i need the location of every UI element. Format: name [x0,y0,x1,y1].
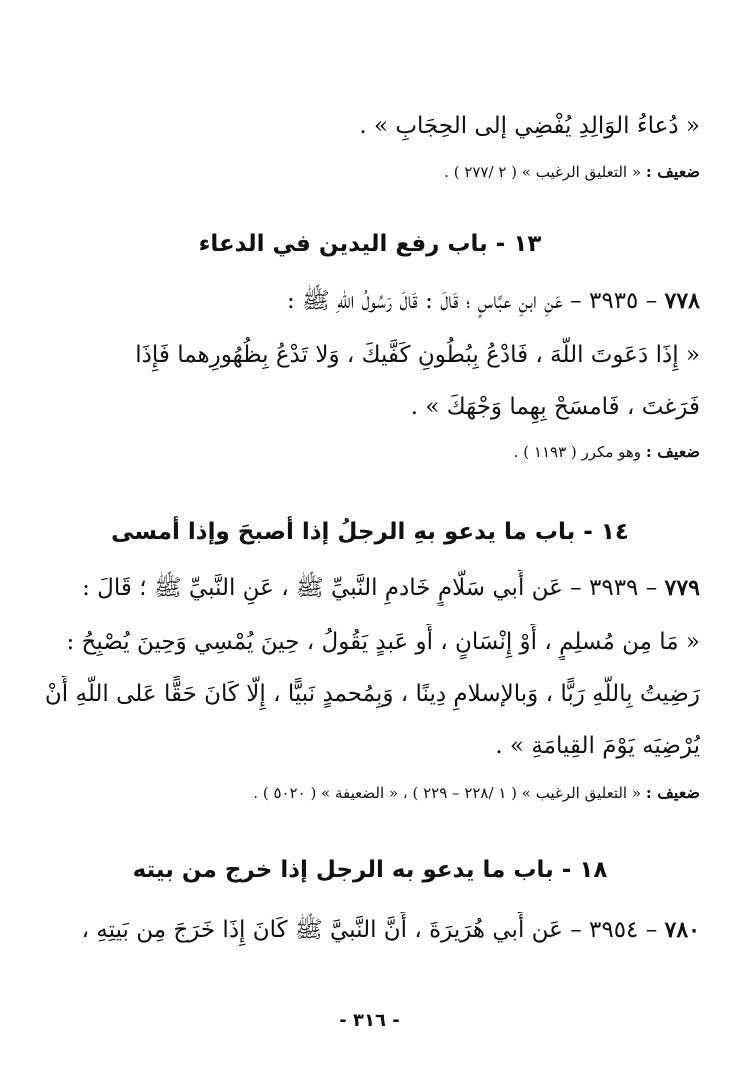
grade-line-top [40,160,700,184]
hadith-779-text-2: رَضِيتُ بِاللّهِ رَبًّا ، وَبالإسلامِ دِينًا ، وَبِمُحمدٍ نَبيًّا ، إِلَّا كَانَ حَقًّا عَلى اللّهِ أَنْ [44,681,700,707]
grade-reference: « التعليق الرغيب » ( ٢ /٢٧٧ ) . [444,163,642,181]
chapter-heading-13: ١٣ - باب رفع اليدين في الدعاء [198,231,542,257]
hadith-number-780: ٧٨٠ [664,917,700,943]
hadith-779-isnad [40,570,700,606]
chapter-heading-18: ١٨ - باب ما يدعو به الرجل إذا خرج من بيته [132,857,608,883]
grade-label: ضعيف : [645,162,700,181]
hadith-778-isnad [40,283,700,319]
hadith-number-779: ٧٧٩ [664,575,700,601]
hadith-number-778: ٧٧٨ [664,288,700,314]
hadith-779-text-3: يُرْضِيَه يَوْمَ القِيامَةِ » . [495,733,700,759]
grade-reference: وهو مكرر ( ١١٩٣ ) . [513,443,642,461]
hadith-778-chain: – ٣٩٣٥ – عَنِ ابنِ عبَّاسٍ ؛ قَالَ : قَالَ رَسُولُ اللّهِ ﷺ : [287,288,658,314]
grade-reference: « التعليق الرغيب » ( ١ /٢٢٨ – ٢٢٩ ) ، « الضعيفة » ( ٥٠٢٠ ) . [253,784,642,802]
page-number: - ٣١٦ - [339,1010,400,1031]
hadith-779-text-1: « مَا مِن مُسلِمٍ ، أَوْ إِنْسَانٍ ، أَو عَبدٍ يَقُولُ ، حِينَ يُمْسِي وَحِينَ يُصْبِحُ : [66,629,700,655]
hadith-778-text-2: فَرَغتَ ، فَامسَحْ بِهِما وَجْهَكَ » . [410,394,700,420]
grade-line-779 [40,781,700,805]
hadith-779-chain: – ٣٩٣٩ – عَن أَبي سَلّامٍ خَادمِ النَّبيِّ ﷺ ، عَنِ النَّبيِّ ﷺ ؛ قَالَ : [82,575,658,601]
hadith-778-text-1: « إِذَا دَعَوتَ اللّهَ ، فَادْعُ بِبُطُونِ كَفَّيكَ ، وَلا تَدْعُ بِظُهُورِهما فَإِذَا [135,342,700,368]
grade-line-778 [40,440,700,464]
hadith-780-chain: – ٣٩٥٤ – عَن أَبي هُرَيرَةَ ، أَنَّ النَّبيَّ ﷺ كَانَ إِذَا خَرَجَ مِن بَيتِهِ ، [81,917,658,943]
hadith-text-top: « دُعاءُ الوَالِدِ يُفْضِي إلى الحِجَابِ » . [359,113,700,139]
grade-label: ضعيف : [645,783,700,802]
grade-label: ضعيف : [645,442,700,461]
chapter-heading-14: ١٤ - باب ما يدعو بهِ الرجلُ إذا أصبحَ وإذا أمسى [111,519,629,545]
hadith-780-isnad [40,912,700,948]
